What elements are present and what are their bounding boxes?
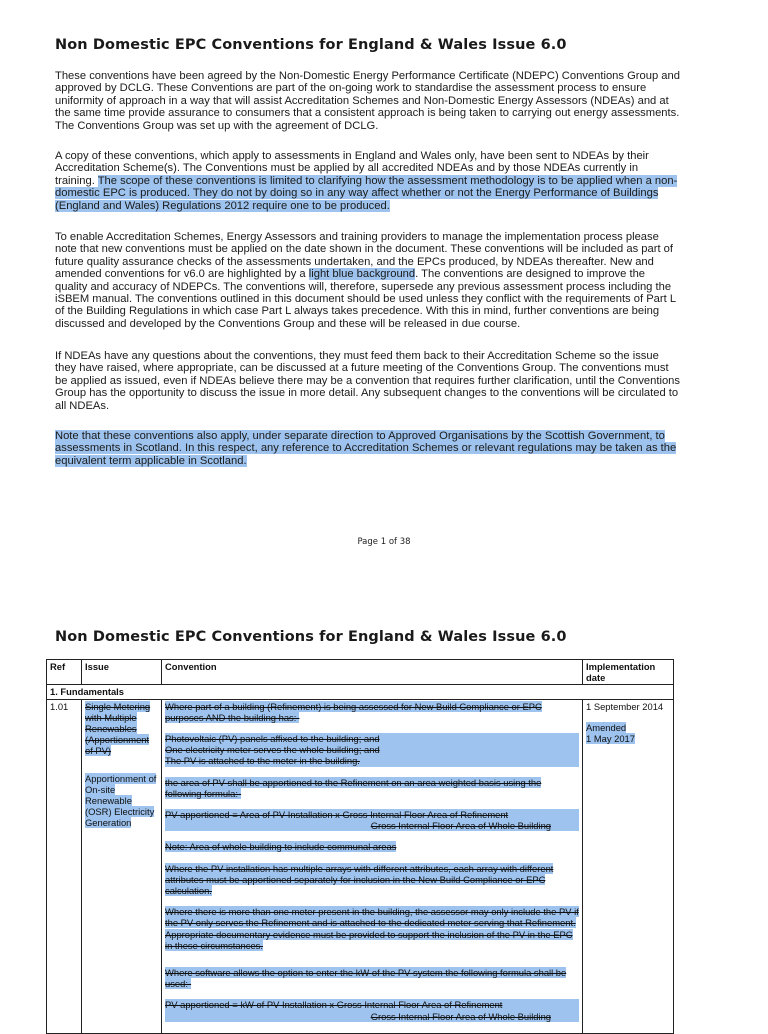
pv-area-formula: PV apportioned = Area of PV Installation x Gross Internal Floor Area of Refinement	[165, 809, 579, 820]
implementation-paragraph	[55, 231, 680, 330]
amended-date	[586, 733, 670, 744]
table-header-row	[47, 660, 674, 685]
implementation-text-b: . The conventions are designed to improve the quality and accuracy of NDEPCs. The conventions will, therefore, supersede any previous assessment process including the iSBEM manual. The conventions outlined in this document should be used unless they conflict with the requirements of Part L of the Building Regulations in which case Part L always takes precedence. With this in mind, further conventions are being discussed and developed by the Conventions Group and these will be released in due course.	[55, 268, 676, 330]
scotland-paragraph	[55, 430, 680, 467]
convention-text: The PV is attached to the meter in the building.	[165, 755, 579, 766]
amended-date-text: 1 May 2017	[586, 733, 635, 745]
scope-highlight: The scope of these conventions is limited to clarifying how the assessment methodology is to be applied when a non-domestic EPC is produced. They do not by doing so in any way affect whether or not the Energy Performance of Buildings (England and Wales) Regulations 2012 require one to be produced.	[55, 174, 678, 212]
implementation-text-a: To enable Accreditation Schemes, Energy Assessors and training providers to manage the implementation process please note that new conventions must be applied on the date shown in the document. These conventions will be included as part of future quality assurance checks of the assessments undertaken, and the EPCs produced, by NDEAs thereafter. New and amended conventions for v6.0 are highlighted by a	[55, 231, 673, 281]
pv-area-formula-denominator: Gross Internal Floor Area of Whole Building	[165, 820, 579, 831]
header-convention: Convention	[162, 660, 583, 685]
section-heading: 1. Fundamentals	[47, 685, 674, 699]
convention-text: the area of PV shall be apportioned to the Refinement on an area weighted basis using the following formula:-	[165, 776, 542, 799]
row-ref: 1.01	[47, 699, 82, 1033]
document-title: Non Domestic EPC Conventions for England & Wales Issue 6.0	[55, 37, 567, 53]
row-convention	[162, 699, 583, 1033]
questions-paragraph: If NDEAs have any questions about the conventions, they must feed them back to their Accreditation Scheme so the issue they have raised, where appropriate, can be discussed at a future meeting of the Conventions Group. The conventions must be applied as issued, even if NDEAs believe there may be a convention that requires further clarification, until the Conventions Group has the opportunity to discuss the issue in more detail. Any subsequent changes to the conventions will be circulated to all NDEAs.	[55, 350, 680, 412]
document-title-repeat: Non Domestic EPC Conventions for England & Wales Issue 6.0	[55, 629, 567, 645]
header-implementation-date: Implementation date	[583, 660, 674, 685]
convention-text: Where software allows the option to enter the kW of the PV system the following formula shall be used:-	[165, 967, 567, 990]
original-date: 1 September 2014	[586, 700, 664, 712]
row-implementation-date	[583, 699, 674, 1033]
light-blue-highlight: light blue background	[308, 268, 416, 281]
pv-kw-formula: PV apportioned = kW of PV Installation x Gross Internal Floor Area of Refinement	[165, 999, 579, 1010]
convention-text: Where there is more than one meter present in the building, the assessor may only include the PV if the PV only serves the Refinement and is attached to the dedicated meter serving that Refinement. Appropriate documentary evidence must be provided to support the inclusion of the PV in the EPC in these circumstances.	[165, 906, 579, 951]
convention-text: Photovoltaic (PV) panels affixed to the building; and	[165, 733, 579, 744]
convention-text: Note: Area of whole building to include communal areas	[165, 841, 397, 853]
convention-text: One electricity meter serves the whole building; and	[165, 744, 579, 755]
page-number: Page 1 of 38	[357, 537, 411, 547]
issue-title-new: Apportionment of On-site Renewable (OSR) Electricity Generation	[85, 772, 157, 829]
row-issue	[82, 699, 162, 1033]
conventions-table	[46, 659, 674, 1034]
table-row	[47, 699, 674, 1033]
convention-text: Where part of a building (Refinement) is being assessed for New Build Compliance or EPC purposes AND the building has:-	[165, 700, 542, 723]
pv-kw-formula-denominator: Gross Internal Floor Area of Whole Building	[165, 1011, 579, 1022]
scotland-highlight: Note that these conventions also apply, under separate direction to Approved Organisations by the Scottish Government, to assessments in Scotland. In this respect, any reference to Accreditation Schemes or relevant regulations may be taken as the equivalent term applicable in Scotland.	[55, 430, 677, 467]
section-row	[47, 685, 674, 699]
intro-paragraph: These conventions have been agreed by the Non-Domestic Energy Performance Certificate (NDEPC) Conventions Group and approved by DCLG. These Conventions are part of the on-going work to standardise the assessment process to ensure uniformity of approach in a way that will assist Accreditation Schemes and Non-Domestic Energy Assessors (NDEAs) and at the same time provide assurance to consumers that a consistent approach is being taken to carrying out energy assessments. The Conventions Group was set up with the agreement of DCLG.	[55, 70, 680, 132]
issue-title-struck: Single Metering with Multiple Renewables (Apportionment of PV)	[85, 700, 151, 757]
scope-paragraph	[55, 150, 680, 212]
header-ref: Ref	[47, 660, 82, 685]
header-issue: Issue	[82, 660, 162, 685]
convention-text: Where the PV installation has multiple arrays with different attributes, each array with different attributes must be apportioned separately for inclusion in the New Build Compliance or EPC calculation.	[165, 862, 554, 897]
scope-text: A copy of these conventions, which apply to assessments in England and Wales only, have been sent to NDEAs by their Accreditation Scheme(s). The Conventions must be applied by all accredited NDEAs and by those NDEAs currently in training.	[55, 150, 649, 187]
amended-label	[586, 722, 670, 733]
amended-text: Amended	[586, 721, 627, 733]
